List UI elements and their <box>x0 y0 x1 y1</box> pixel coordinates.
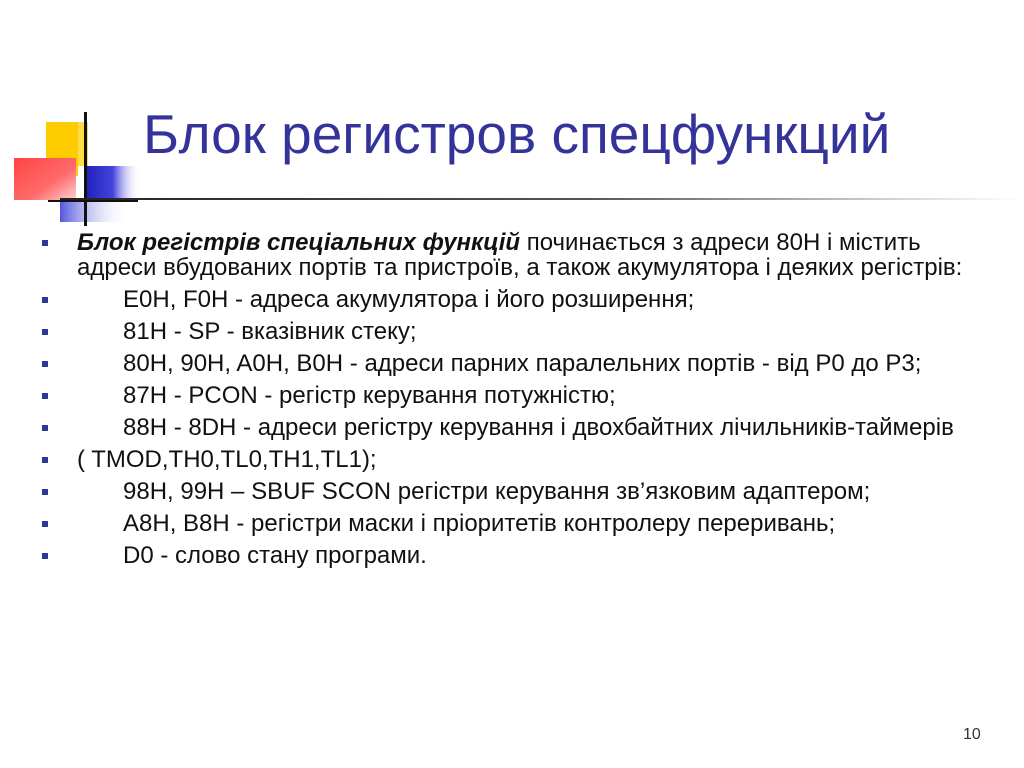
list-item <box>40 447 1000 472</box>
list-item-text: 88H - 8DH - адреси регістру керування і двохбайтних лічильників-таймерів <box>123 414 954 441</box>
slide-number: 10 <box>963 726 981 743</box>
list-item <box>40 511 1000 536</box>
square-bullet-icon <box>42 393 48 399</box>
list-item-text: 81H - SP - вказівник стеку; <box>123 318 417 345</box>
square-bullet-icon <box>42 425 48 431</box>
list-item-intro <box>40 230 1000 280</box>
list-item-text: 87H - PCON - регістр керування потужністю; <box>123 382 616 409</box>
square-bullet-icon <box>42 521 48 527</box>
square-bullet-icon <box>42 240 48 246</box>
square-bullet-icon <box>42 329 48 335</box>
title-underline <box>60 198 1022 200</box>
list-item <box>40 287 1000 312</box>
square-bullet-icon <box>42 457 48 463</box>
list-item-text: D0 - слово стану програми. <box>123 542 427 569</box>
intro-lead-text: Блок регістрів спеціальних функцій <box>77 229 521 256</box>
list-item-text: 80H, 90H, A0H, B0H - адреси парних паралельних портів - від P0 до P3; <box>123 350 922 377</box>
slide-logo-decoration <box>0 0 150 240</box>
bullet-list <box>40 230 1000 575</box>
list-item-text: ( TMOD,TH0,TL0,TH1,TL1); <box>77 446 377 473</box>
list-item <box>40 319 1000 344</box>
list-item <box>40 479 1000 504</box>
list-item <box>40 351 1000 376</box>
slide-title: Блок регистров спецфункций <box>143 103 891 165</box>
square-bullet-icon <box>42 489 48 495</box>
list-item-text: E0H, F0H - адреса акумулятора і його розширення; <box>123 286 695 313</box>
list-item <box>40 383 1000 408</box>
list-item-text: A8H, B8H - регістри маски і пріоритетів контролеру переривань; <box>123 510 836 537</box>
intro-body-text: починається з адреси 80H і містить адреси вбудованих портів та пристроїв, а також акумулятора і деяких регістрів: <box>77 229 963 281</box>
square-bullet-icon <box>42 297 48 303</box>
square-bullet-icon <box>42 361 48 367</box>
list-item-text: 98H, 99H – SBUF SCON регістри керування зв’язковим адаптером; <box>123 478 871 505</box>
list-item <box>40 415 1000 440</box>
square-bullet-icon <box>42 553 48 559</box>
list-item <box>40 543 1000 568</box>
logo-graphic <box>0 0 150 240</box>
